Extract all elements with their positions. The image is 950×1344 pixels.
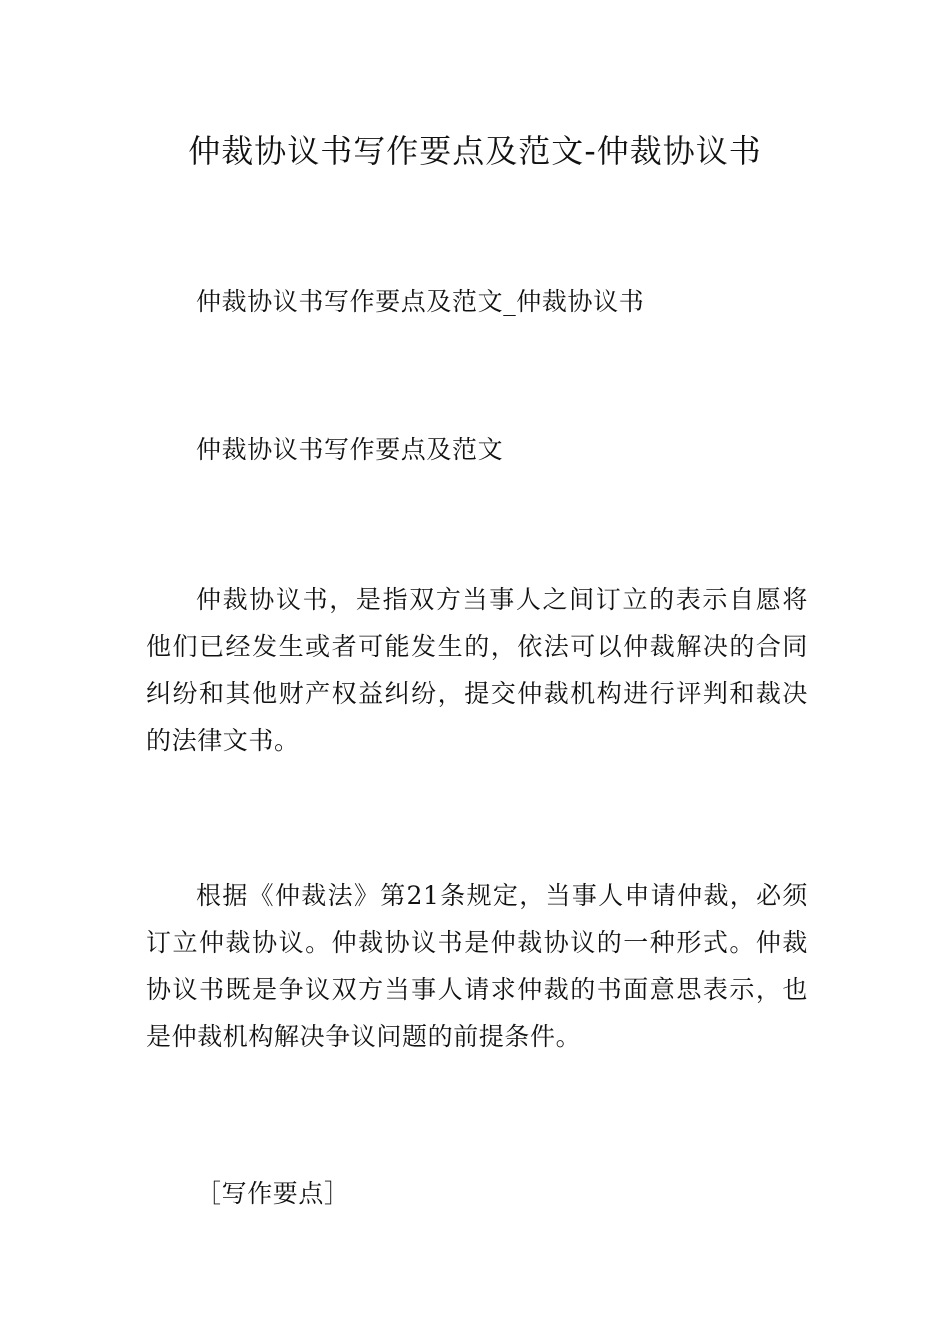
- paragraph-writing-points: ［写作要点］: [196, 1179, 350, 1208]
- document-title: 仲裁协议书写作要点及范文-仲裁协议书: [188, 132, 762, 170]
- paragraph-subtitle: 仲裁协议书写作要点及范文_仲裁协议书: [196, 287, 645, 316]
- paragraph-heading: 仲裁协议书写作要点及范文: [196, 435, 504, 464]
- paragraph-definition: 仲裁协议书，是指双方当事人之间订立的表示自愿将他们已经发生或者可能发生的，依法可以仲裁解决的合同纠纷和其他财产权益纠纷，提交仲裁机构进行评判和裁决的法律文书。: [146, 585, 808, 755]
- paragraph-legal-basis: 根据《仲裁法》第21条规定，当事人申请仲裁，必须订立仲裁协议。仲裁协议书是仲裁协议的一种形式。仲裁协议书既是争议双方当事人请求仲裁的书面意思表示，也是仲裁机构解决争议问题的前提条件。: [146, 881, 808, 1051]
